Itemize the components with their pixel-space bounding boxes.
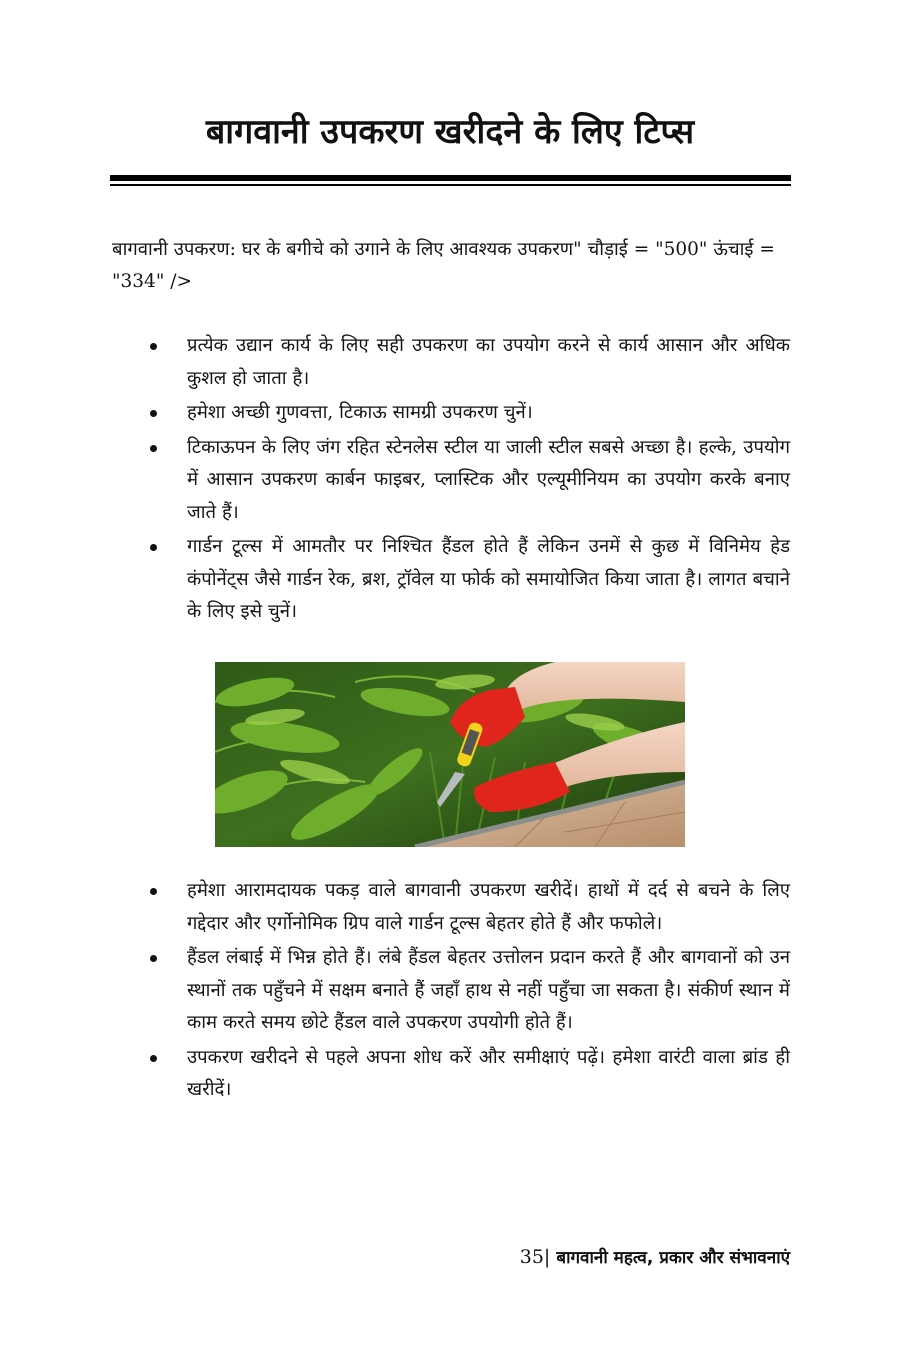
list-item bbox=[112, 942, 790, 1040]
list-item bbox=[112, 1042, 790, 1107]
list-item bbox=[112, 531, 790, 629]
tips-list-bottom bbox=[112, 875, 790, 1109]
list-item-text: हैंडल लंबाई में भिन्न होते हैं। लंबे हैंडल बेहतर उत्तोलन प्रदान करते हैं और बागवानों को उन स्थानों तक पहुँचने में सक्षम बनाते हैं जहाँ हाथ से नहीं पहुँचा जा सकता है। संकीर्ण स्थान में काम करते समय छोटे हैंडल वाले उपकरण उपयोगी होते हैं। bbox=[187, 947, 790, 1033]
bullet-icon bbox=[150, 1055, 157, 1062]
title-rule-thick bbox=[110, 175, 791, 181]
list-item-text: हमेशा आरामदायक पकड़ वाले बागवानी उपकरण खरीदें। हाथों में दर्द से बचने के लिए गद्देदार और एर्गोनोमिक ग्रिप वाले गार्डन टूल्स बेहतर होते हैं और फफोले। bbox=[187, 880, 790, 934]
list-item-text: प्रत्येक उद्यान कार्य के लिए सही उपकरण का उपयोग करने से कार्य आसान और अधिक कुशल हो जाता है। bbox=[187, 335, 790, 389]
list-item-text: गार्डन टूल्स में आमतौर पर निश्चित हैंडल होते हैं लेकिन उनमें से कुछ में विनिमेय हेड कंपोनेंट्स जैसे गार्डन रेक, ब्रश, ट्रॉवेल या फोर्क को समायोजित किया जाता है। लागत बचाने के लिए इसे चुनें। bbox=[187, 536, 790, 622]
bullet-icon bbox=[150, 445, 157, 452]
gardening-photo bbox=[215, 662, 685, 847]
list-item-text: उपकरण खरीदने से पहले अपना शोध करें और समीक्षाएं पढ़ें। हमेशा वारंटी वाला ब्रांड ही खरीदें। bbox=[187, 1046, 790, 1100]
list-item bbox=[112, 397, 790, 430]
list-item-text: हमेशा अच्छी गुणवत्ता, टिकाऊ सामग्री उपकरण चुनें। bbox=[187, 402, 533, 423]
list-item bbox=[112, 330, 790, 395]
page-title: बागवानी उपकरण खरीदने के लिए टिप्स bbox=[205, 112, 695, 152]
title-rule-thin bbox=[110, 184, 791, 186]
bullet-icon bbox=[150, 544, 157, 551]
tips-list-top bbox=[112, 330, 790, 631]
list-item bbox=[112, 432, 790, 530]
bullet-icon bbox=[150, 410, 157, 417]
bullet-icon bbox=[150, 955, 157, 962]
intro-paragraph: बागवानी उपकरण: घर के बगीचे को उगाने के लिए आवश्यक उपकरण" चौड़ाई = "500" ऊंचाई = "334" /> bbox=[112, 239, 775, 292]
page-number: 35| bbox=[519, 1246, 551, 1268]
bullet-icon bbox=[150, 343, 157, 350]
list-item-text: टिकाऊपन के लिए जंग रहित स्टेनलेस स्टील या जाली स्टील सबसे अच्छा है। हल्के, उपयोग में आसान उपकरण कार्बन फाइबर, प्लास्टिक और एल्यूमीनियम का उपयोग करके बनाए जाते हैं। bbox=[187, 436, 790, 523]
bullet-icon bbox=[150, 888, 157, 895]
list-item bbox=[112, 875, 790, 940]
page-footer bbox=[520, 1243, 790, 1272]
running-title: बागवानी महत्व, प्रकार और संभावनाएं bbox=[556, 1248, 790, 1268]
